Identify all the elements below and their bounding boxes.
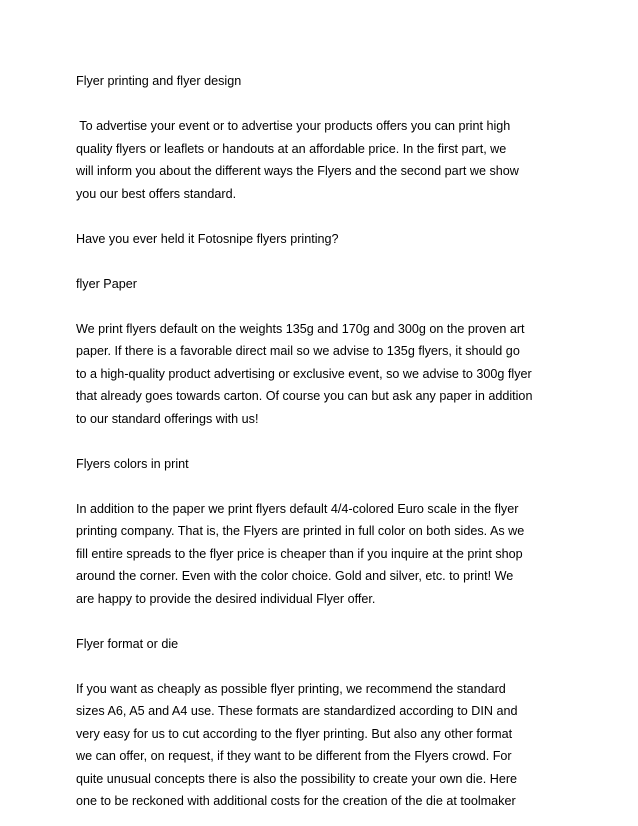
document-body xyxy=(76,70,576,813)
format-line: one to be reckoned with additional costs for the creation of the die at toolmaker xyxy=(76,794,516,808)
format-line: very easy for us to cut according to the flyer printing. But also any other format xyxy=(76,726,513,741)
colors-paragraph xyxy=(76,498,576,611)
question-line: Have you ever held it Fotosnipe flyers printing? xyxy=(76,231,339,246)
format-line: we can offer, on request, if they want to be different from the Flyers crowd. For xyxy=(76,749,512,763)
paper-line: paper. If there is a favorable direct mail so we advise to 135g flyers, it should go xyxy=(76,344,520,358)
paper-line: that already goes towards carton. Of course you can but ask any paper in addition xyxy=(76,389,533,403)
paper-line: to a high-quality product advertising or exclusive event, so we advise to 300g flyer xyxy=(76,366,532,381)
format-line: If you want as cheaply as possible flyer printing, we recommend the standard xyxy=(76,681,506,696)
paragraph-gap xyxy=(76,93,576,116)
paragraph-gap xyxy=(76,430,576,453)
format-paragraph xyxy=(76,678,576,813)
intro-line: will inform you about the different ways the Flyers and the second part we show xyxy=(76,164,519,178)
colors-line: around the corner. Even with the color choice. Gold and silver, etc. to print! We xyxy=(76,569,514,583)
paper-line: to our standard offerings with us! xyxy=(76,411,259,426)
paragraph-gap xyxy=(76,610,576,633)
paragraph-gap xyxy=(76,295,576,318)
colors-line: In addition to the paper we print flyers default 4/4-colored Euro scale in the flyer xyxy=(76,501,519,516)
intro-line: To advertise your event or to advertise your products offers you can print high xyxy=(76,119,511,133)
paragraph-gap xyxy=(76,250,576,273)
section-heading-colors: Flyers colors in print xyxy=(76,456,189,471)
paper-line: We print flyers default on the weights 135g and 170g and 300g on the proven art xyxy=(76,321,525,336)
format-line: quite unusual concepts there is also the possibility to create your own die. Here xyxy=(76,771,518,786)
section-heading-paper: flyer Paper xyxy=(76,276,137,291)
colors-line: printing company. That is, the Flyers are printed in full color on both sides. As we xyxy=(76,524,525,538)
paragraph-gap xyxy=(76,655,576,678)
intro-paragraph xyxy=(76,115,576,205)
intro-line: quality flyers or leaflets or handouts at an affordable price. In the first part, we xyxy=(76,141,507,156)
intro-line: you our best offers standard. xyxy=(76,186,237,201)
paragraph-gap xyxy=(76,475,576,498)
paragraph-gap xyxy=(76,205,576,228)
paper-paragraph xyxy=(76,318,576,431)
colors-line: fill entire spreads to the flyer price is cheaper than if you inquire at the print shop xyxy=(76,546,523,561)
colors-line: are happy to provide the desired individual Flyer offer. xyxy=(76,591,376,606)
document-title: Flyer printing and flyer design xyxy=(76,74,242,88)
section-heading-format: Flyer format or die xyxy=(76,636,179,651)
format-line: sizes A6, A5 and A4 use. These formats are standardized according to DIN and xyxy=(76,704,518,718)
